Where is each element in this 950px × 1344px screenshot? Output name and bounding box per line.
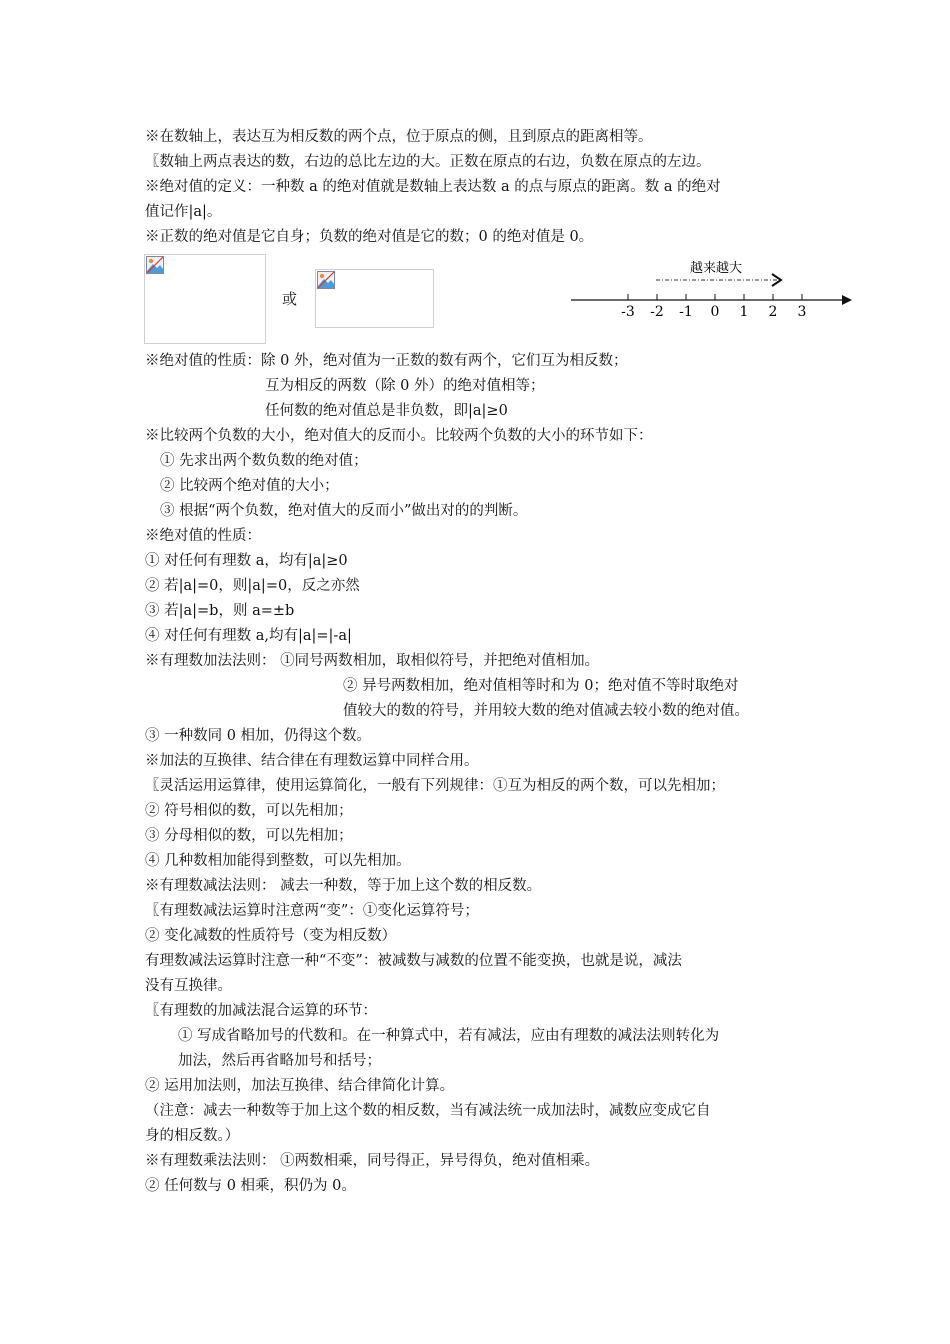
- text-line: ① 对任何有理数 a，均有|a|≥0: [145, 553, 348, 569]
- text-line: ② 若|a|=0，则|a|=0，反之亦然: [145, 578, 360, 594]
- arrow-label: 越来越大: [689, 261, 743, 276]
- text-line: ② 运用加法则，加法互换律、结合律简化计算。: [145, 1078, 455, 1094]
- absolute-value-figure-1: [144, 254, 266, 344]
- text-line: ※绝对值的性质：除 0 外，绝对值为一正数的数有两个，它们互为相反数；: [145, 353, 628, 369]
- text-line: ※绝对值的性质：: [145, 528, 261, 544]
- text-line: 任何数的绝对值总是非负数，即|a|≥0: [265, 403, 508, 419]
- text-line: 有理数减法运算时注意一种“不变”：被减数与减数的位置不能变换，也就是说，减法: [145, 953, 682, 969]
- text-line: 〖有理数减法运算时注意两“变”：①变化运算符号；: [145, 903, 479, 919]
- text-line: 〖有理数的加减法混合运算的环节：: [145, 1003, 377, 1019]
- text-line: 值记作|a|。: [145, 204, 222, 220]
- tick-label: 3: [797, 304, 807, 320]
- text-line: ※在数轴上，表达互为相反数的两个点，位于原点的侧，且到原点的距离相等。: [145, 129, 653, 145]
- text-line: 没有互换律。: [145, 978, 232, 994]
- text-line: ② 符号相似的数，可以先相加；: [145, 803, 353, 819]
- text-line: ② 任何数与 0 相乘，积仍为 0。: [145, 1178, 356, 1194]
- text-line: ③ 若|a|=b，则 a=±b: [145, 603, 295, 619]
- text-line: ③ 根据“两个负数，绝对值大的反而小”做出对的的判断。: [160, 503, 528, 519]
- text-line: 加法，然后再省略加号和括号；: [178, 1053, 381, 1069]
- tick-label: -1: [679, 304, 693, 320]
- text-line: 身的相反数。）: [145, 1128, 240, 1144]
- tick-label: -3: [621, 304, 635, 320]
- text-line: ② 异号两数相加，绝对值相等时和为 0；绝对值不等时取绝对: [343, 678, 739, 694]
- text-line: 互为相反的两数（除 0 外）的绝对值相等；: [265, 378, 545, 394]
- tick-label: -2: [650, 304, 664, 320]
- text-line: ※有理数加法法则： ①同号两数相加，取相似符号，并把绝对值相加。: [145, 653, 600, 669]
- text-line: ② 变化减数的性质符号（变为相反数）: [145, 928, 397, 944]
- text-line: ④ 几种数相加能得到整数，可以先相加。: [145, 853, 411, 869]
- text-line: ※加法的互换律、结合律在有理数运算中同样合用。: [145, 753, 479, 769]
- text-line: ※正数的绝对值是它自身；负数的绝对值是它的数；0 的绝对值是 0。: [145, 229, 594, 245]
- axis-arrow-head: [842, 295, 852, 305]
- tick-label: 0: [710, 304, 720, 320]
- tick-group: [621, 294, 806, 320]
- text-line: 值较大的数的符号，并用较大数的绝对值减去较小数的绝对值。: [343, 703, 749, 719]
- or-label: 或: [282, 290, 298, 308]
- text-line: ③ 分母相似的数，可以先相加；: [145, 828, 353, 844]
- absolute-value-figure-2: [315, 269, 434, 328]
- text-line: ① 先求出两个数负数的绝对值；: [160, 453, 368, 469]
- tick-label: 2: [768, 304, 778, 320]
- broken-image-icon: [317, 271, 335, 289]
- text-line: （注意：减去一种数等于加上这个数的相反数，当有减法统一成加法时，减数应变成它自: [145, 1103, 711, 1119]
- tick-label: 1: [739, 304, 749, 320]
- text-line: ① 写成省略加号的代数和。在一种算式中，若有减法，应由有理数的减法法则转化为: [178, 1028, 720, 1044]
- text-line: ③ 一种数同 0 相加，仍得这个数。: [145, 728, 372, 744]
- text-line: ④ 对任何有理数 a,均有|a|=|-a|: [145, 628, 352, 644]
- text-line: ※有理数减法法则： 减去一种数，等于加上这个数的相反数。: [145, 878, 542, 894]
- broken-image-icon: [146, 256, 164, 274]
- number-line-diagram: [566, 256, 866, 326]
- text-line: ※有理数乘法法则： ①两数相乘，同号得正，异号得负，绝对值相乘。: [145, 1153, 600, 1169]
- text-line: ② 比较两个绝对值的大小；: [160, 478, 339, 494]
- text-line: 〖灵活运用运算律，使用运算简化，一般有下列规律：①互为相反的两个数，可以先相加；: [145, 778, 725, 794]
- text-line: ※绝对值的定义：一种数 a 的绝对值就是数轴上表达数 a 的点与原点的距离。数 a 的绝对: [145, 179, 721, 195]
- text-line: 〖数轴上两点表达的数，右边的总比左边的大。正数在原点的右边，负数在原点的左边。: [145, 154, 711, 170]
- text-line: ※比较两个负数的大小，绝对值大的反而小。比较两个负数的大小的环节如下：: [145, 428, 653, 444]
